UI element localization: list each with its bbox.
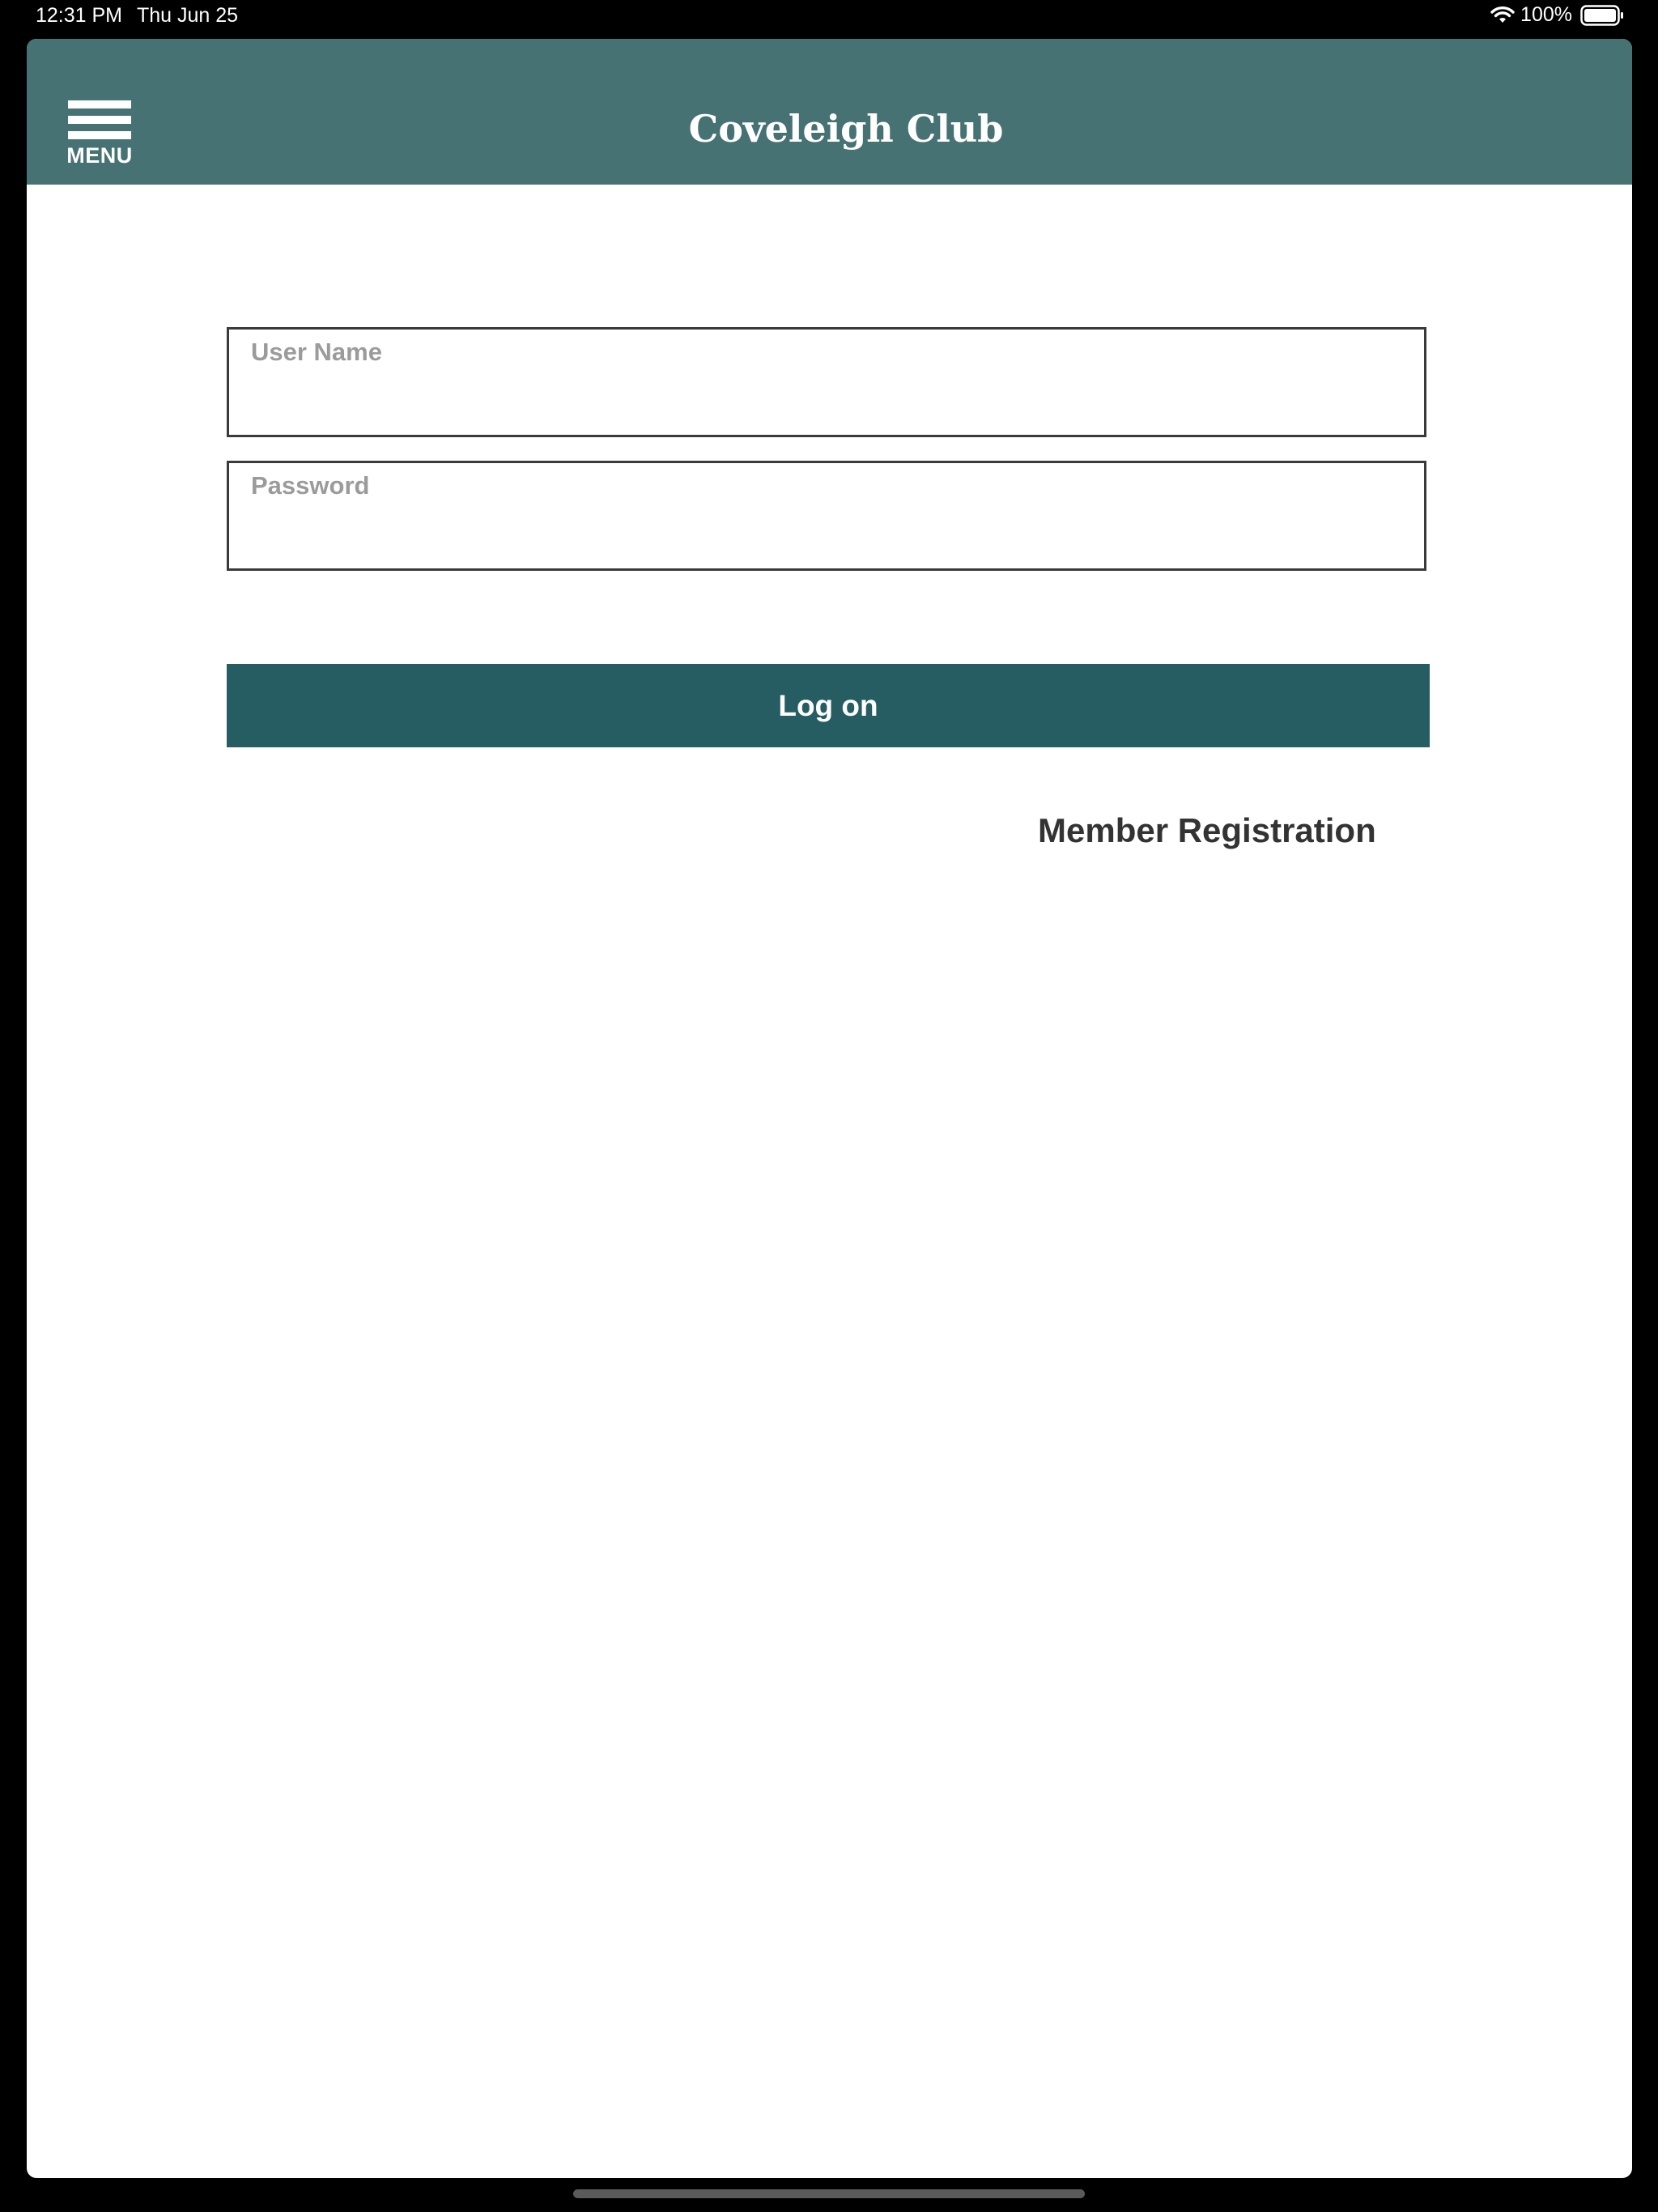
- username-input[interactable]: [251, 380, 1404, 425]
- password-label: Password: [251, 471, 370, 500]
- username-field[interactable]: [227, 327, 1426, 437]
- wifi-icon: [1490, 6, 1516, 25]
- password-field[interactable]: [227, 461, 1426, 571]
- log-on-button[interactable]: Log on: [227, 664, 1430, 747]
- username-label: User Name: [251, 338, 382, 366]
- status-bar: [0, 0, 1658, 37]
- home-indicator[interactable]: [573, 2189, 1085, 2198]
- app-header: [27, 39, 1632, 185]
- status-date: Thu Jun 25: [137, 4, 239, 27]
- member-registration-link[interactable]: Member Registration: [1038, 811, 1376, 849]
- battery-icon: [1580, 5, 1624, 26]
- password-input[interactable]: [251, 513, 1404, 559]
- battery-percentage: 100%: [1520, 3, 1572, 26]
- app-title: Coveleigh Club: [688, 107, 1004, 151]
- menu-label: MENU: [66, 143, 133, 168]
- status-indicators: [1490, 3, 1624, 27]
- status-time: 12:31 PM: [36, 4, 123, 27]
- app-window: [27, 39, 1632, 2178]
